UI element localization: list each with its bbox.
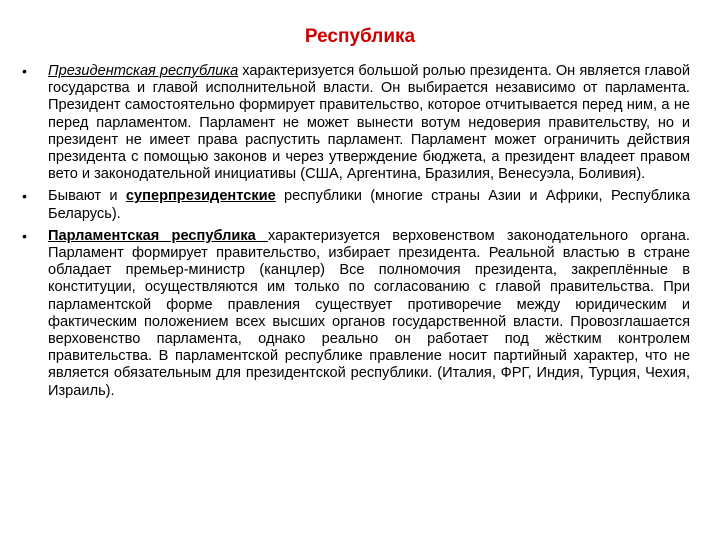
term-parliamentary-republic: Парламентская республика [48,227,269,244]
bullet-dot-icon: • [22,188,27,205]
term-superpresidential: суперпрезидентские [125,188,276,205]
bullet-dot-icon: • [22,63,27,79]
slide-title: Республика [304,26,416,47]
bullet-text: характеризуется верховенством законодательного органа. Парламент формирует правительство, избирает президента. Реальной властью в стране обладает премьер-министр (канцлер) Все полномочия президента, закреплённые в конституции, осуществляются им только по согласованию с главой правительства. При парламентской форме правления существует противоречие между юридическим и фактическим положением всех высших органов государственной власти. Провозглашается верховенство парламента, однако реально он работает под жёстким контролем правительства. В парламентской республике правление носит партийный характер, что не является обязательным для президентской республики. (Италия, ФРГ, Индия, Турция, Чехия, Израиль). [48,227,690,399]
bullet-text: республики (многие страны Азии и Африки, Республика Беларусь). [48,188,690,222]
bullet-text: характеризуется большой ролью президента. Он является главой государства и главой исполнительной власти. Он выбирается независимо от парламента. Президент самостоятельно формирует правительство, которое отчитывается перед ним, а не перед парламентом. Парламент не может вынести вотум недоверия правительству, но и президент не имеет права распустить парламент. Парламент может ограничить действия президента с помощью законов и через утверждение бюджета, а президент владеет правом вето и законодательной инициативы (США, Аргентина, Бразилия, Венесуэла, Боливия). [48,63,690,183]
bullet-list [22,63,690,405]
bullet-prefix: Бывают и [48,188,126,205]
bullet-presidential-republic [22,63,690,183]
bullet-superpresidential [22,188,690,222]
bullet-dot-icon: • [22,227,27,244]
term-presidential-republic: Президентская республика [48,63,239,79]
bullet-parliamentary-republic [22,228,690,400]
